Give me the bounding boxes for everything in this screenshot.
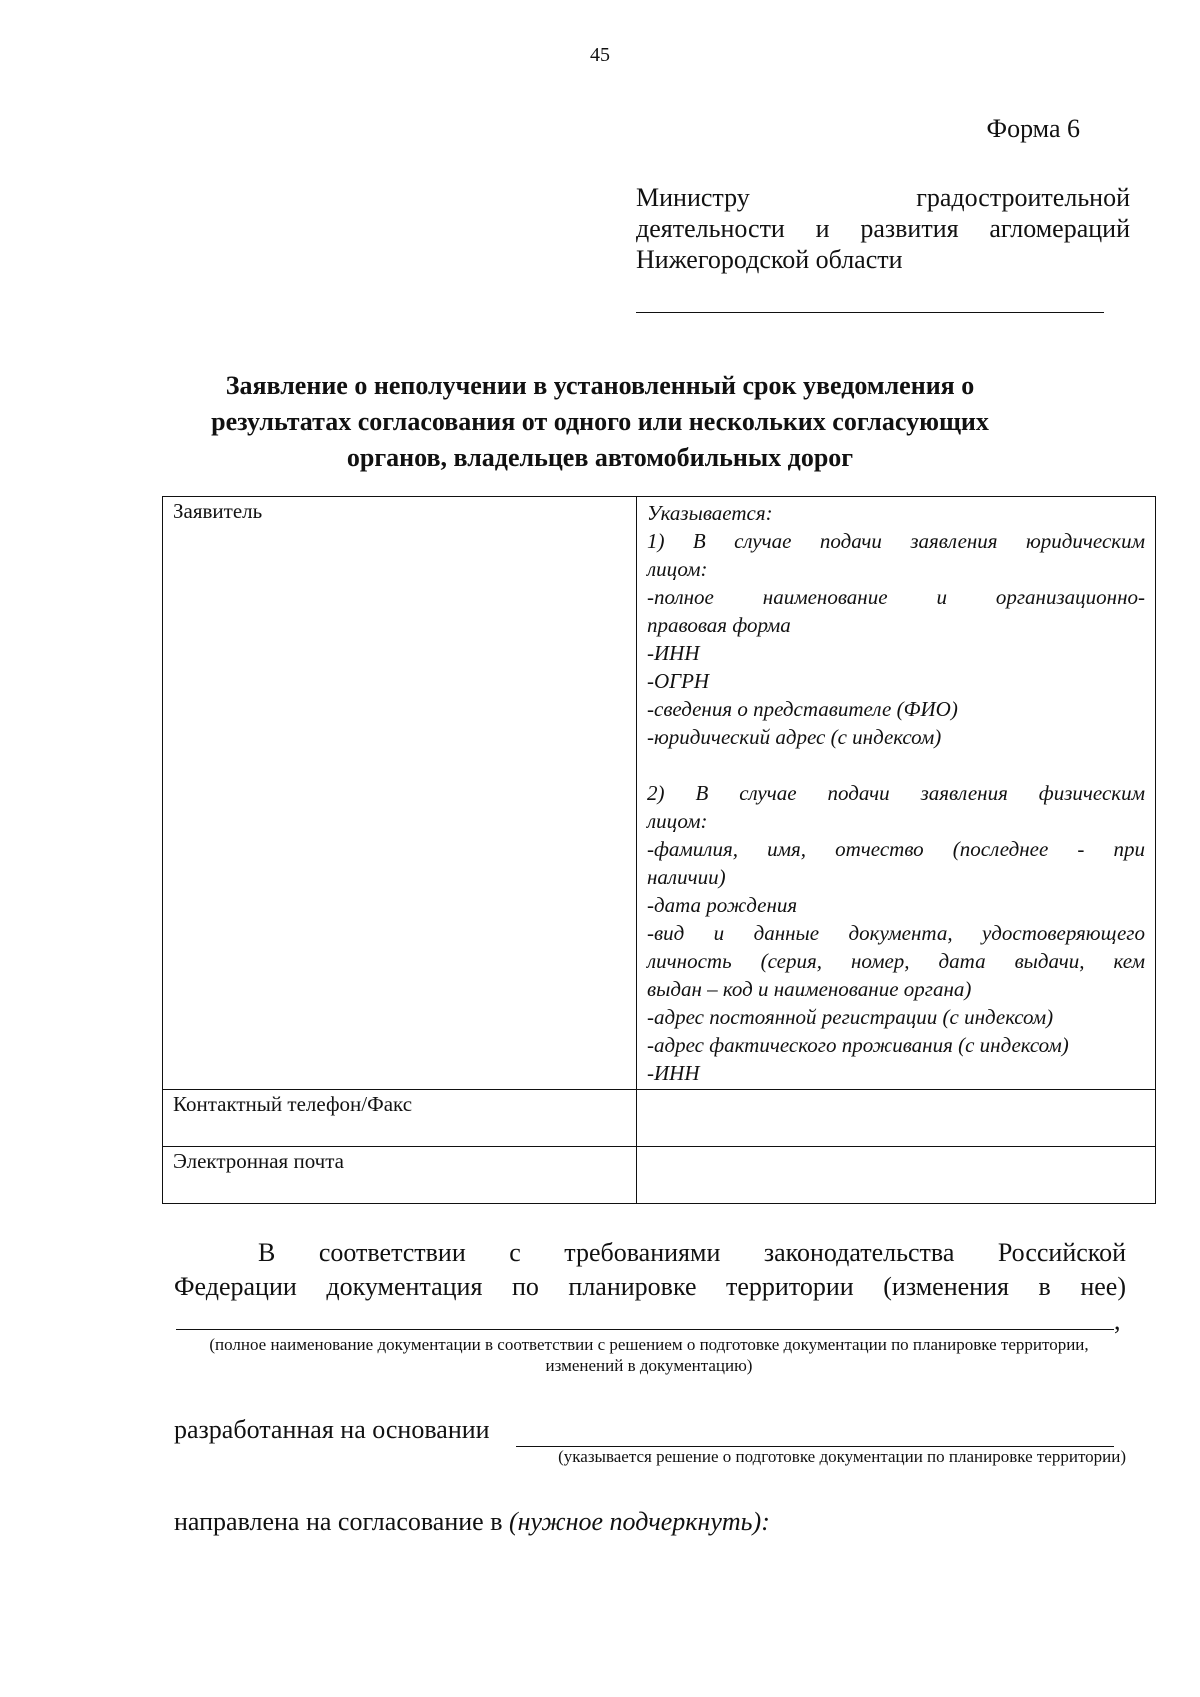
applicant-instruction-line: 1) В случае подачи заявления юридическим	[647, 529, 1145, 553]
applicant-instruction-line: -ИНН	[647, 1061, 700, 1085]
contact-value-cell	[637, 1090, 1156, 1147]
table-row-email	[163, 1147, 1156, 1204]
basis-note: (указывается решение о подготовке документации по планировке территории)	[558, 1447, 1126, 1466]
page-number: 45	[590, 44, 610, 66]
applicant-instruction-line: -полное наименование и организационно-	[647, 585, 1145, 609]
applicant-instruction-line: -адрес фактического проживания (с индексом)	[647, 1033, 1069, 1057]
email-label: Электронная почта	[173, 1149, 344, 1173]
sent-label: направлена на согласование в	[174, 1507, 509, 1536]
comma: ,	[1114, 1306, 1121, 1335]
addressee-line-3: Нижегородской области	[636, 245, 903, 274]
applicant-table	[162, 496, 1156, 1204]
addressee-line-1: Министру градостроительной	[636, 183, 1130, 212]
addressee-signature-line	[636, 312, 1104, 313]
applicant-instruction-line: лицом:	[647, 809, 708, 833]
contact-label: Контактный телефон/Факс	[173, 1092, 413, 1116]
applicant-instruction-line: правовая форма	[647, 613, 791, 637]
body-line-1: В соответствии с требованиями законодательства Российской	[258, 1238, 1126, 1267]
applicant-instruction-line: -вид и данные документа, удостоверяющего	[647, 921, 1145, 945]
applicant-instruction-line: -ИНН	[647, 641, 700, 665]
documentation-name-note: (полное наименование документации в соответствии с решением о подготовке документации по планировке территории, изменений в документацию)	[209, 1335, 1089, 1375]
applicant-instruction-line: -дата рождения	[647, 893, 798, 917]
email-value-cell	[637, 1147, 1156, 1204]
applicant-instruction-line: личность (серия, номер, дата выдачи, кем	[647, 949, 1145, 973]
addressee-block	[636, 182, 1130, 275]
sent-hint: (нужное подчеркнуть)	[508, 1507, 762, 1536]
applicant-instruction-line: -сведения о представителе (ФИО)	[647, 697, 958, 721]
applicant-instruction-line: выдан – код и наименование органа)	[647, 977, 972, 1001]
email-label-cell	[163, 1147, 637, 1204]
applicant-instruction-line: 2) В случае подачи заявления физическим	[647, 781, 1145, 805]
sent-for-approval-line	[174, 1507, 770, 1537]
applicant-instruction-line: -адрес постоянной регистрации (с индексом)	[647, 1005, 1054, 1029]
basis-label: разработанная на основании	[174, 1415, 490, 1444]
form-label: Форма 6	[986, 114, 1080, 143]
contact-label-cell	[163, 1090, 637, 1147]
table-row-contact	[163, 1090, 1156, 1147]
applicant-instruction-line: Указывается:	[647, 501, 773, 525]
table-row-applicant	[163, 497, 1156, 1090]
applicant-instruction-line: -юридический адрес (с индексом)	[647, 725, 942, 749]
body-line-2: Федерации документация по планировке территории (изменения в нее)	[174, 1272, 1126, 1301]
applicant-instruction-line: наличии)	[647, 865, 726, 889]
body-paragraph	[174, 1236, 1126, 1304]
sent-colon: :	[761, 1507, 770, 1536]
applicant-instruction-line: -фамилия, имя, отчество (последнее - при	[647, 837, 1145, 861]
applicant-instruction-line: лицом:	[647, 557, 708, 581]
document-title: Заявление о неполучении в установленный срок уведомления о результатах согласования от одного или нескольких согласующих органов, владельцев автомобильных дорог	[211, 371, 989, 472]
applicant-label: Заявитель	[173, 499, 263, 523]
applicant-instructions-cell	[637, 497, 1156, 1090]
documentation-name-line	[176, 1329, 1114, 1330]
applicant-instruction-line: -ОГРН	[647, 669, 710, 693]
applicant-label-cell	[163, 497, 637, 1090]
addressee-line-2: деятельности и развития агломераций	[636, 214, 1130, 243]
applicant-instruction-line	[647, 751, 1145, 779]
